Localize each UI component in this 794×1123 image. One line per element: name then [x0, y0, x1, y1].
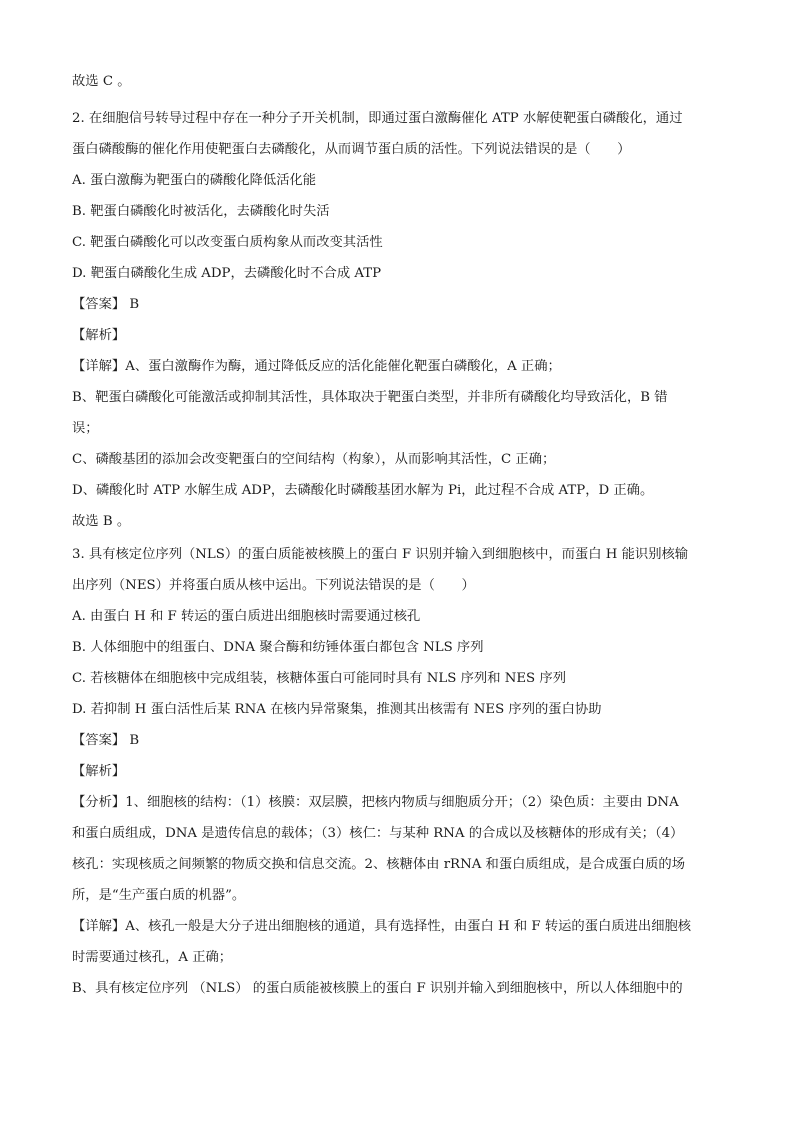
q2-analysis-heading	[72, 326, 125, 346]
q2-detail-b-line-2: 误；	[72, 421, 99, 436]
q2-answer-tag: 【 答案 】	[72, 297, 125, 312]
q3-detail-tag: 【 详解 】	[72, 919, 125, 934]
q2-stem-line-1: 2. 在细胞信号转导过程中存在一种分子开关机制，即通过蛋白激酶催化 ATP 水解使靶蛋白磷酸化，通过	[72, 111, 683, 126]
q3-detail-b-line-1: B、具有核定位序列 （NLS） 的蛋白质能被核膜上的蛋白 F 识别并输入到细胞核中，所以人体细胞中的	[72, 981, 683, 996]
q3-detail-a-line-2: 时需要通过核孔，A 正确；	[72, 950, 233, 965]
q2-option-b: B. 靶蛋白磷酸化时被活化，去磷酸化时失活	[72, 204, 330, 219]
q3-analysis-line-4: 所，是“生产蛋白质的机器”。	[72, 888, 246, 903]
q2-answer-value: B	[129, 297, 140, 312]
q2-stem-line-2: 蛋白磷酸酶的催化作用使靶蛋白去磷酸化，从而调节蛋白质的活性。下列说法错误的是（ ）	[72, 142, 631, 157]
q2-detail-tag: 【 详解 】	[72, 359, 125, 374]
q3-analysis-head-tag: 【 分析 】	[72, 795, 125, 810]
q1-conclusion: 故选 C 。	[72, 74, 131, 89]
q3-analysis-line-1	[72, 793, 679, 813]
q2-analysis-tag: 【 解析 】	[72, 328, 125, 343]
q2-answer	[72, 295, 139, 315]
q3-answer	[72, 731, 139, 751]
q3-analysis-line-3: 核孔：实现核质之间频繁的物质交换和信息交流。2、核糖体由 rRNA 和蛋白质组成，是合成蛋白质的场	[72, 857, 685, 872]
q2-conclusion: 故选 B 。	[72, 514, 131, 529]
q2-option-d: D. 靶蛋白磷酸化生成 ADP，去磷酸化时不合成 ATP	[72, 266, 382, 281]
q3-analysis-line-1-text: 1、细胞核的结构：（1）核膜：双层膜，把核内物质与细胞质分开；（2）染色质：主要由 DNA	[125, 795, 679, 810]
q2-option-a: A. 蛋白激酶为靶蛋白的磷酸化降低活化能	[72, 173, 317, 188]
q3-option-b: B. 人体细胞中的组蛋白、DNA 聚合酶和纺锤体蛋白都包含 NLS 序列	[72, 640, 484, 655]
q3-stem-line-1: 3. 具有核定位序列（NLS）的蛋白质能被核膜上的蛋白 F 识别并输入到细胞核中，而蛋白 H 能识别核输	[72, 547, 689, 562]
q3-answer-tag: 【 答案 】	[72, 733, 125, 748]
q3-detail-a-line-1	[72, 917, 691, 937]
q3-option-c: C. 若核糖体在细胞核中完成组装，核糖体蛋白可能同时具有 NLS 序列和 NES 序列	[72, 671, 566, 686]
q2-detail-b-line-1: B、靶蛋白磷酸化可能激活或抑制其活性，具体取决于靶蛋白类型，并非所有磷酸化均导致活化，B 错	[72, 390, 668, 405]
q3-option-d: D. 若抑制 H 蛋白活性后某 RNA 在核内异常聚集，推测其出核需有 NES 序列的蛋白协助	[72, 702, 602, 717]
q2-option-c: C. 靶蛋白磷酸化可以改变蛋白质构象从而改变其活性	[72, 235, 383, 250]
q3-answer-value: B	[129, 733, 140, 748]
q3-analysis-tag: 【 解析 】	[72, 764, 125, 779]
q3-analysis-line-2: 和蛋白质组成，DNA 是遗传信息的载体；（3）核仁：与某种 RNA 的合成以及核糖体的形成有关；（4）	[72, 826, 684, 841]
q3-detail-a-line-1-text: A、核孔一般是大分子进出细胞核的通道，具有选择性，由蛋白 H 和 F 转运的蛋白质进出细胞核	[125, 919, 692, 934]
q2-detail-a-text: A、蛋白激酶作为酶，通过降低反应的活化能催化靶蛋白磷酸化，A 正确；	[125, 359, 561, 374]
q2-detail-d: D、磷酸化时 ATP 水解生成 ADP，去磷酸化时磷酸基团水解为 Pi，此过程不合成 ATP，D 正确。	[72, 483, 654, 498]
q2-detail-a	[72, 357, 561, 377]
q3-option-a: A. 由蛋白 H 和 F 转运的蛋白质进出细胞核时需要通过核孔	[72, 609, 421, 624]
q3-stem-line-2: 出序列（NES）并将蛋白质从核中运出。下列说法错误的是（ ）	[72, 578, 475, 593]
q2-detail-c: C、磷酸基团的添加会改变靶蛋白的空间结构（构象），从而影响其活性，C 正确；	[72, 452, 556, 467]
q3-analysis-heading	[72, 762, 125, 782]
